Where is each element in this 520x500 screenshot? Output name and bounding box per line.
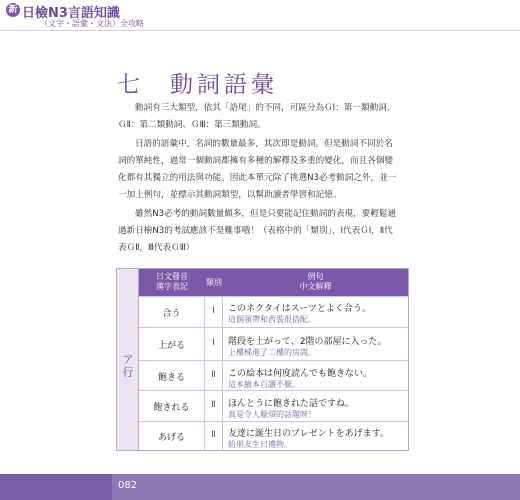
- page-footer: [0, 474, 520, 500]
- chapter-title: 動詞語彙: [170, 72, 278, 98]
- row-word: 上がる: [139, 328, 205, 360]
- row-example-jp: ほんとうに飽きれた話ですね。: [228, 399, 355, 409]
- header-example: [223, 272, 408, 292]
- page-number: 082: [118, 480, 138, 491]
- chapter-heading: [117, 66, 278, 99]
- table-row: [139, 360, 408, 390]
- table-header: [139, 269, 408, 296]
- row-example-zh: 這本繪本百讀不厭。: [228, 380, 300, 389]
- intro-text: [118, 100, 400, 259]
- header-word-line1: 日文發音: [156, 272, 188, 281]
- book-header: [0, 0, 520, 30]
- header-word: [139, 272, 205, 292]
- row-word: 飽きる: [139, 361, 205, 390]
- header-word-line2: 漢字表記: [156, 282, 188, 291]
- table-row: [139, 296, 408, 327]
- table-row: [139, 390, 408, 421]
- header-divider: [0, 30, 520, 31]
- row-example-jp: 友達に誕生日のプレゼントをあげます。: [228, 429, 389, 439]
- row-example-jp: このネクタイはスーツとよく合う。: [228, 304, 371, 314]
- row-example-zh: 這個領帶和西裝很搭配。: [228, 315, 316, 324]
- paragraph: 日語的語彙中，名詞的數量最多，其次即是動詞。但是動詞不同於名詞的單純性，過常一個動詞都擁有多種的解釋及多重的變化，而且各個變化都有其獨立的用法與功能。因此本單元除了挑選N3必考動詞之外，並一一加上例句，並標示其動詞類型，以幫助讀者學習和記憶。: [118, 139, 397, 200]
- header-example-line1: 例句: [307, 272, 324, 281]
- row-word: 飽きれる: [139, 391, 205, 421]
- new-badge: 新: [6, 3, 20, 17]
- table-row: [139, 327, 408, 360]
- row-type: Ⅱ: [205, 422, 223, 450]
- table-row: [139, 421, 408, 450]
- row-example-jp: 階段を上がって、2階の部屋に入った。: [228, 337, 387, 347]
- chapter-number: 七: [117, 72, 144, 98]
- row-example-zh: 給朋友生日禮物。: [228, 440, 292, 449]
- header-example-line2: 中文解釋: [299, 282, 332, 291]
- row-example-zh: 上樓梯進了二樓的房間。: [228, 348, 316, 357]
- paragraph: 雖然N3必考的動詞數量頗多，但是只要能記住動詞的表現，要輕鬆通過新日檢N3的考試應該不是難事哦！（表格中的「類別」，Ⅰ代表ＧⅠ，Ⅱ代表ＧⅡ，Ⅲ代表ＧⅢ）: [118, 209, 397, 253]
- footer-accent: [0, 474, 112, 500]
- row-group-label: ア行: [122, 353, 134, 379]
- paragraph: 動詞有三大類型，依其「語尾」的不同，可區分為ＧⅠ：第一類動詞、ＧⅡ：第二類動詞、ＧⅢ：第三類動詞。: [118, 103, 396, 130]
- header-type: 類別: [206, 278, 222, 287]
- row-type: Ⅱ: [205, 361, 223, 390]
- row-example-jp: この絵本は何度読んでも飽きない。: [228, 369, 373, 379]
- row-type: Ⅰ: [205, 297, 223, 327]
- row-example-zh: 真是令人厭煩的話題呀！: [228, 410, 316, 419]
- book-title: 日檢N3言語知識: [22, 6, 120, 21]
- row-type: Ⅱ: [205, 391, 223, 421]
- vocabulary-table: [116, 268, 409, 451]
- book-subtitle: （文字・語彙・文法）全攻略: [40, 19, 144, 28]
- row-word: 合う: [139, 297, 205, 327]
- row-group-label-column: [117, 269, 139, 450]
- row-word: あげる: [139, 422, 205, 450]
- row-type: Ⅰ: [205, 328, 223, 360]
